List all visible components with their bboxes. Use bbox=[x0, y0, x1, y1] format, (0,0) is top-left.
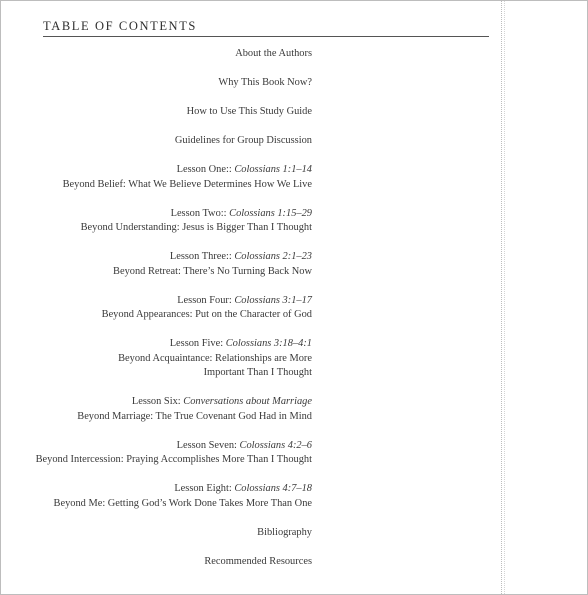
toc-entry[interactable] bbox=[0, 47, 312, 62]
toc-lesson-entry[interactable] bbox=[0, 207, 312, 236]
toc-entry-label bbox=[0, 555, 312, 570]
toc-entry-label: Lesson Three:: bbox=[169, 251, 235, 262]
toc-spacer bbox=[0, 381, 312, 396]
toc-spacer bbox=[0, 540, 312, 555]
toc-spacer bbox=[0, 468, 312, 483]
toc-entry-label: Lesson Six: bbox=[131, 396, 184, 407]
scripture-reference: Colossians 3:18–4:1 bbox=[225, 338, 312, 349]
page-gutter bbox=[501, 1, 505, 594]
toc-entry-label: Lesson One:: bbox=[176, 164, 235, 175]
lesson-heading bbox=[0, 250, 312, 265]
toc-entry-label: About the Authors bbox=[235, 48, 312, 59]
page-title: TABLE OF CONTENTS bbox=[43, 19, 197, 33]
scripture-reference: Colossians 3:1–17 bbox=[234, 294, 312, 306]
lesson-heading bbox=[0, 395, 312, 410]
scripture-reference: Colossians 1:1–14 bbox=[234, 164, 312, 175]
toc-spacer bbox=[0, 511, 312, 526]
toc-spacer bbox=[0, 91, 312, 106]
lesson-title: Beyond Understanding: Jesus is Bigger Than I Thought bbox=[80, 222, 312, 233]
lesson-heading bbox=[0, 439, 312, 454]
lesson-title: Beyond Marriage: The True Covenant God Had in Mind bbox=[77, 410, 312, 422]
lesson-title: Beyond Me: Getting God’s Work Done Takes More Than One bbox=[53, 497, 312, 509]
toc-entry-label: Why This Book Now? bbox=[218, 77, 312, 88]
toc-entry-label: Lesson Seven: bbox=[176, 439, 240, 451]
lesson-title: Beyond Appearances: Put on the Character of God bbox=[101, 309, 312, 320]
lesson-title: Beyond Acquaintance: Relationships are More bbox=[118, 352, 312, 364]
toc-entry-label: Lesson Four: bbox=[177, 294, 235, 306]
toc-entry-label bbox=[0, 526, 312, 541]
toc-spacer bbox=[0, 236, 312, 251]
lesson-title: Beyond Intercession: Praying Accomplishes More Than I Thought bbox=[35, 454, 312, 465]
toc-entry[interactable] bbox=[0, 105, 312, 120]
toc-lesson-entry[interactable] bbox=[0, 482, 312, 511]
toc-header bbox=[43, 17, 489, 37]
toc-entry-label bbox=[0, 134, 312, 149]
scripture-reference: Colossians 4:2–6 bbox=[239, 439, 312, 451]
toc-lesson-entry[interactable] bbox=[0, 250, 312, 279]
lesson-title: Beyond Belief: What We Believe Determines How We Live bbox=[62, 178, 312, 190]
toc-spacer bbox=[0, 323, 312, 338]
toc-spacer bbox=[0, 149, 312, 164]
toc-lesson-entry[interactable] bbox=[0, 439, 312, 468]
scripture-reference: Colossians 2:1–23 bbox=[234, 251, 312, 262]
toc-lesson-entry[interactable] bbox=[0, 337, 312, 381]
toc-entry-label: Lesson Eight: bbox=[174, 483, 235, 494]
toc-lesson-entry[interactable] bbox=[0, 163, 312, 192]
toc-entry[interactable] bbox=[0, 76, 312, 91]
toc-spacer bbox=[0, 424, 312, 439]
lesson-title: Important Than I Thought bbox=[203, 367, 312, 378]
toc-entry-label: Bibliography bbox=[257, 526, 312, 538]
toc-entry-label: How to Use This Study Guide bbox=[186, 106, 312, 117]
lesson-heading bbox=[0, 207, 312, 222]
toc-list bbox=[0, 47, 312, 569]
lesson-title: Beyond Retreat: There’s No Turning Back Now bbox=[113, 265, 312, 277]
toc-spacer bbox=[0, 62, 312, 77]
scripture-reference: Conversations about Marriage bbox=[183, 396, 312, 407]
lesson-heading bbox=[0, 482, 312, 497]
toc-entry-label: Lesson Two:: bbox=[170, 207, 230, 219]
toc-entry-label bbox=[0, 105, 312, 120]
lesson-heading bbox=[0, 163, 312, 178]
lesson-heading bbox=[0, 294, 312, 309]
toc-entry-label bbox=[0, 47, 312, 62]
toc-spacer bbox=[0, 192, 312, 207]
toc-entry-label: Recommended Resources bbox=[204, 555, 312, 567]
toc-entry-label bbox=[0, 76, 312, 91]
scripture-reference: Colossians 1:15–29 bbox=[229, 207, 312, 219]
toc-lesson-entry[interactable] bbox=[0, 395, 312, 424]
toc-entry[interactable] bbox=[0, 134, 312, 149]
toc-entry-label: Lesson Five: bbox=[169, 338, 226, 349]
lesson-heading bbox=[0, 337, 312, 352]
toc-spacer bbox=[0, 120, 312, 135]
toc-spacer bbox=[0, 279, 312, 294]
scripture-reference: Colossians 4:7–18 bbox=[234, 483, 312, 494]
toc-entry[interactable] bbox=[0, 555, 312, 570]
toc-lesson-entry[interactable] bbox=[0, 294, 312, 323]
toc-entry[interactable] bbox=[0, 526, 312, 541]
toc-entry-label: Guidelines for Group Discussion bbox=[174, 135, 312, 146]
